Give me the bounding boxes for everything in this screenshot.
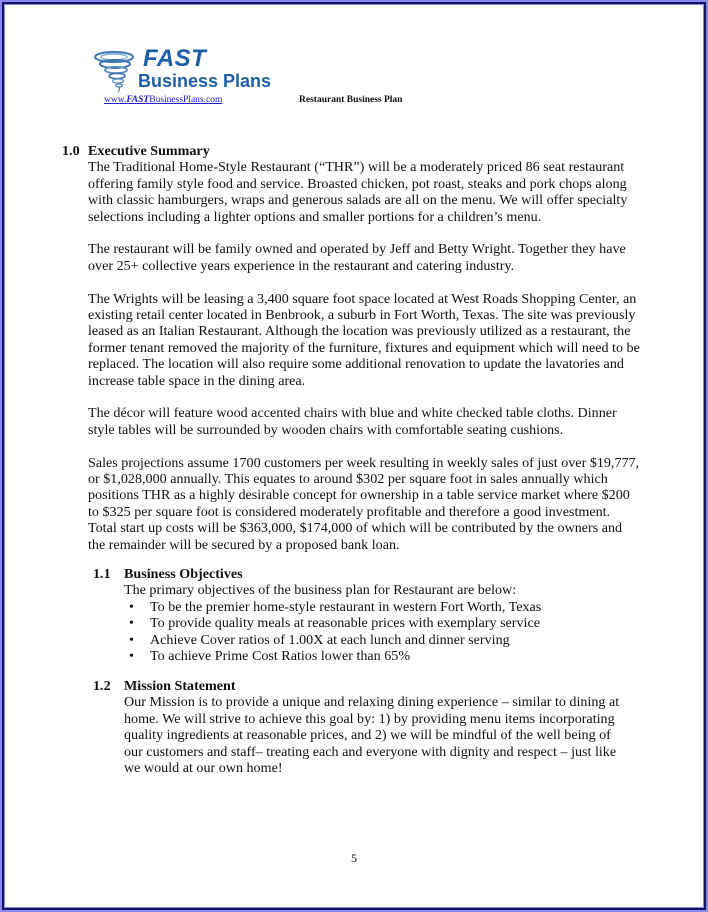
list-item <box>129 615 633 631</box>
logo-fast-text: FAST <box>143 45 207 72</box>
tornado-icon <box>92 50 136 94</box>
page-number: 5 <box>351 851 357 865</box>
website-link-prefix: www. <box>104 95 127 105</box>
section-heading <box>93 678 633 694</box>
website-link-suffix: BusinessPlans.com <box>149 95 223 105</box>
section-number: 1.0 <box>62 143 80 159</box>
section-title: Mission Statement <box>124 678 236 694</box>
section-heading <box>62 143 642 159</box>
bullet-icon: • <box>129 615 134 632</box>
website-link-emphasis: FAST <box>126 95 150 105</box>
list-item-text: To be the premier home-style restaurant in western Fort Worth, Texas <box>150 598 542 615</box>
executive-summary-section <box>62 143 642 569</box>
business-objectives-section <box>93 566 633 664</box>
objectives-intro: The primary objectives of the business plan for Restaurant are below: <box>124 582 517 599</box>
bullet-icon: • <box>129 648 134 665</box>
logo-business-plans-text: Business Plans <box>138 71 272 91</box>
section-number: 1.2 <box>93 678 111 694</box>
paragraph: The Wrights will be leasing a 3,400 square foot space located at West Roads Shopping Center, an existing retail center located in Benbrook, a suburb in Fort Worth, Texas. The site was previously leased as an Italian Restaurant. Although the location was previously utilized as a restaurant, the former tenant removed the majority of the furniture, fixtures and equipment which will need to be replaced. The location will also require some additional renovation to update the lavatories and increase table space in the dining area. <box>88 290 640 389</box>
paragraph: The Traditional Home-Style Restaurant (“THR”) will be a moderately priced 86 seat restaurant offering family style food and service. Broasted chicken, pot roast, steaks and pork chops along with classic hamburgers, wraps and generous salads are all on the menu. We will offer specialty selections including a lighter options and smaller portions for a children’s menu. <box>88 159 628 225</box>
paragraph: Sales projections assume 1700 customers per week resulting in weekly sales of just over $19,777, or $1,028,000 annually. This equates to around $302 per square foot in sales annually which positions THR as a highly desirable concept for ownership in a table service market where $200 to $325 per square foot is considered moderately profitable and therefore a good investment. Total start up costs will be $363,000, $174,000 of which will be contributed by the owners and the remainder will be secured by a proposed bank loan. <box>88 454 640 553</box>
list-item-text: To provide quality meals at reasonable prices with exemplary service <box>150 615 540 632</box>
list-item <box>129 648 633 664</box>
section-title: Business Objectives <box>124 566 243 582</box>
mission-text: Our Mission is to provide a unique and relaxing dining experience – similar to dining at home. We will strive to achieve this goal by: 1) by providing menu items incorporating quality ingredients at reasonable prices, and 2) we will be mindful of the well being of our customers and staff– treating each and everyone with dignity and respect – just like we would at our own home! <box>124 694 620 777</box>
bullet-icon: • <box>129 631 134 648</box>
section-number: 1.1 <box>93 566 111 582</box>
website-link[interactable] <box>104 95 222 105</box>
section-heading <box>93 566 633 582</box>
paragraph: The décor will feature wood accented chairs with blue and white checked table cloths. Dinner style tables will be surrounded by wooden chairs with comfortable seating cushions. <box>88 405 617 438</box>
mission-statement-section <box>93 678 633 776</box>
list-item <box>129 632 633 648</box>
list-item-text: Achieve Cover ratios of 1.00X at each lunch and dinner serving <box>150 631 510 648</box>
section-title: Executive Summary <box>88 143 210 159</box>
bullet-icon: • <box>129 598 134 615</box>
document-title: Restaurant Business Plan <box>299 95 403 105</box>
list-item <box>129 599 633 615</box>
paragraph: The restaurant will be family owned and operated by Jeff and Betty Wright. Together they have over 25+ collective years experience in the restaurant and catering industry. <box>88 241 626 274</box>
list-item-text: To achieve Prime Cost Ratios lower than 65% <box>150 648 411 665</box>
objectives-list <box>93 599 633 665</box>
fast-business-plans-logo <box>92 45 272 96</box>
